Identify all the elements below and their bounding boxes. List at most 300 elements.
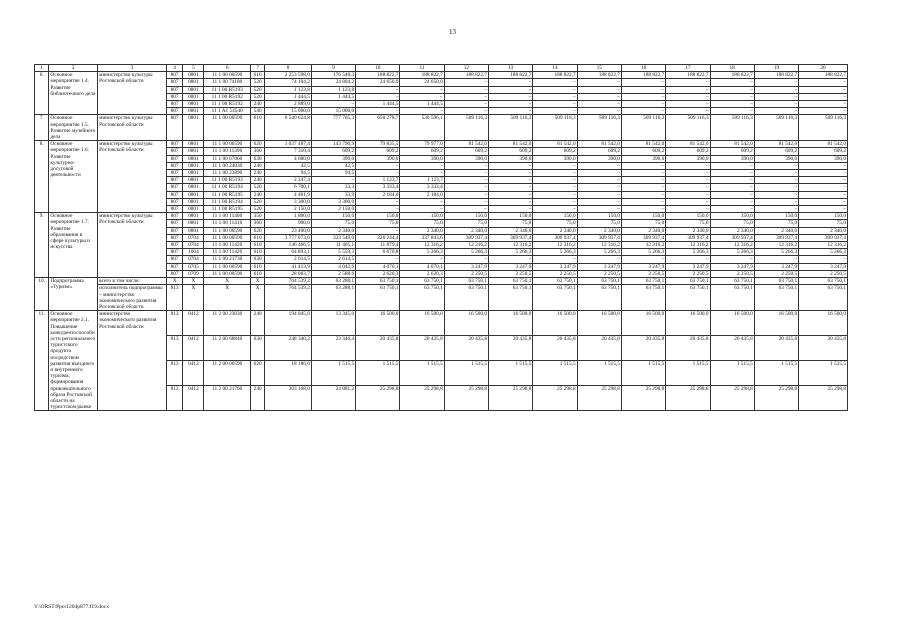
- table-row: [35, 285, 848, 311]
- rzpr-code: 0801: [183, 213, 204, 220]
- year-amount: –: [533, 184, 577, 191]
- year-amount: –: [799, 79, 848, 86]
- year-amount: –: [621, 206, 665, 213]
- year-amount: 150,0: [356, 213, 400, 220]
- grbs-code: 807: [166, 162, 183, 169]
- year-amount: 2 340,0: [577, 227, 621, 234]
- grbs-code: 807: [166, 93, 183, 100]
- vr-code: 350: [250, 213, 264, 220]
- year-amount: 509 116,3: [577, 115, 621, 141]
- year-amount: 79 835,5: [356, 141, 400, 148]
- year-amount: –: [710, 108, 754, 115]
- year-amount: –: [710, 184, 754, 191]
- year-amount: 4 042,6: [311, 263, 355, 270]
- year-amount: 509 116,3: [444, 115, 488, 141]
- year-amount: 25 298,8: [710, 386, 754, 411]
- year-amount: –: [710, 79, 754, 86]
- year-amount: 509 116,3: [533, 115, 577, 141]
- rzpr-code: 0801: [183, 227, 204, 234]
- year-amount: 390,0: [666, 155, 710, 162]
- rzpr-code: 0801: [183, 148, 204, 155]
- year-amount: –: [577, 170, 621, 177]
- year-amount: –: [666, 256, 710, 263]
- year-amount: 63 750,1: [489, 285, 533, 311]
- year-amount: –: [621, 162, 665, 169]
- year-amount: 5 266,3: [754, 249, 798, 256]
- year-amount: –: [577, 206, 621, 213]
- rzpr-code: 0412: [183, 361, 204, 386]
- executor: министерство культуры Ростовской области: [98, 141, 167, 213]
- total-amount: 194 845,0: [265, 311, 312, 336]
- year-amount: 2 250,5: [621, 270, 665, 277]
- year-amount: 390,0: [400, 155, 444, 162]
- year-amount: –: [799, 256, 848, 263]
- table-row: [35, 72, 848, 79]
- vr-code: 630: [250, 336, 264, 361]
- csr-code: 11 1 00 00590: [204, 270, 251, 277]
- year-amount: 337 843,6: [400, 234, 444, 241]
- row-number: 10.: [35, 278, 49, 311]
- year-amount: 12 316,2: [489, 242, 533, 249]
- grbs-code: 807: [166, 249, 183, 256]
- rzpr-code: 0412: [183, 336, 204, 361]
- csr-code: 11 1 00 00590: [204, 141, 251, 148]
- year-amount: 5 266,3: [444, 249, 488, 256]
- year-amount: 12 316,2: [710, 242, 754, 249]
- year-amount: –: [489, 101, 533, 108]
- rzpr-code: 0704: [183, 242, 204, 249]
- rzpr-code: 0801: [183, 184, 204, 191]
- year-amount: –: [710, 101, 754, 108]
- year-amount: 20 435,8: [444, 336, 488, 361]
- year-amount: 75,0: [754, 220, 798, 227]
- column-header-1: 1: [35, 65, 49, 72]
- year-amount: –: [444, 162, 488, 169]
- year-amount: 16 500,0: [356, 311, 400, 336]
- year-amount: 1 123,7: [400, 177, 444, 184]
- grbs-code: 813: [166, 336, 183, 361]
- executor: всего в том числе:: [98, 278, 167, 285]
- year-amount: 150,0: [754, 213, 798, 220]
- table-row: [35, 141, 848, 148]
- year-amount: 509 116,3: [710, 115, 754, 141]
- column-header-15: 15: [577, 65, 621, 72]
- year-amount: 2 150,0: [311, 206, 355, 213]
- rzpr-code: X: [183, 278, 204, 285]
- rzpr-code: 0801: [183, 93, 204, 100]
- grbs-code: 807: [166, 256, 183, 263]
- column-header-10: 10: [356, 65, 400, 72]
- total-amount: 7 310,4: [265, 148, 312, 155]
- vr-code: 240: [250, 170, 264, 177]
- year-amount: –: [754, 198, 798, 205]
- grbs-code: 807: [166, 155, 183, 162]
- year-amount: 63 750,1: [444, 285, 488, 311]
- year-amount: 81 542,0: [710, 141, 754, 148]
- file-path-footer: Y:\ORST\Ppo\1204p877.f19.docx: [34, 604, 109, 610]
- year-amount: –: [621, 184, 665, 191]
- year-amount: 25 298,8: [754, 386, 798, 411]
- total-amount: 6 700,1: [265, 184, 312, 191]
- total-amount: 1 800,0: [265, 213, 312, 220]
- rzpr-code: 0801: [183, 220, 204, 227]
- year-amount: –: [666, 206, 710, 213]
- year-amount: 1 515,5: [621, 361, 665, 386]
- column-header-6: 6: [204, 65, 251, 72]
- year-amount: –: [444, 170, 488, 177]
- year-amount: 5 266,3: [489, 249, 533, 256]
- measure-name: Подпрограмма «Туризм»: [49, 278, 98, 311]
- year-amount: –: [754, 184, 798, 191]
- year-amount: –: [533, 256, 577, 263]
- year-amount: 188 822,7: [754, 72, 798, 79]
- vr-code: 610: [250, 234, 264, 241]
- year-amount: –: [444, 79, 488, 86]
- rzpr-code: 0801: [183, 177, 204, 184]
- year-amount: –: [400, 206, 444, 213]
- year-amount: 3 333,4: [356, 184, 400, 191]
- year-amount: 1 515,5: [666, 361, 710, 386]
- vr-code: 610: [250, 242, 264, 249]
- year-amount: 24 881,2: [311, 386, 355, 411]
- year-amount: 25 298,8: [799, 386, 848, 411]
- year-amount: 75,0: [666, 220, 710, 227]
- year-amount: 16 500,0: [754, 311, 798, 336]
- year-amount: 16 500,0: [799, 311, 848, 336]
- total-amount: 1 123,8: [265, 86, 312, 93]
- year-amount: –: [356, 198, 400, 205]
- year-amount: 16 500,0: [533, 311, 577, 336]
- year-amount: 777 705,3: [311, 115, 355, 141]
- total-amount: 42,5: [265, 162, 312, 169]
- total-amount: 146 466,5: [265, 242, 312, 249]
- year-amount: –: [356, 108, 400, 115]
- year-amount: 75,0: [400, 220, 444, 227]
- executor: министерство культуры Ростовской области: [98, 115, 167, 141]
- year-amount: 2 250,5: [666, 270, 710, 277]
- year-amount: 150,0: [666, 213, 710, 220]
- year-amount: –: [400, 170, 444, 177]
- year-amount: 3 247,9: [577, 263, 621, 270]
- year-amount: 81 542,0: [489, 141, 533, 148]
- year-amount: –: [444, 256, 488, 263]
- year-amount: 75,0: [444, 220, 488, 227]
- year-amount: –: [666, 170, 710, 177]
- year-amount: 390,0: [577, 155, 621, 162]
- year-amount: –: [533, 162, 577, 169]
- year-amount: 2 340,0: [400, 227, 444, 234]
- year-amount: 16 500,0: [577, 311, 621, 336]
- year-amount: 3 247,9: [799, 263, 848, 270]
- year-amount: 12 316,2: [400, 242, 444, 249]
- total-amount: 94,5: [265, 170, 312, 177]
- year-amount: 390,0: [533, 155, 577, 162]
- year-amount: –: [799, 86, 848, 93]
- grbs-code: 807: [166, 141, 183, 148]
- year-amount: 150,0: [710, 213, 754, 220]
- year-amount: 2 250,5: [710, 270, 754, 277]
- year-amount: 16 500,0: [444, 311, 488, 336]
- year-amount: –: [444, 101, 488, 108]
- year-amount: –: [754, 256, 798, 263]
- year-amount: 188 822,7: [577, 72, 621, 79]
- year-amount: 509 116,3: [666, 115, 710, 141]
- year-amount: –: [577, 177, 621, 184]
- year-amount: –: [621, 177, 665, 184]
- year-amount: 1 515,5: [710, 361, 754, 386]
- year-amount: 25 298,8: [400, 386, 444, 411]
- year-amount: 150,0: [489, 213, 533, 220]
- year-amount: 650 278,7: [356, 115, 400, 141]
- year-amount: 25 298,8: [666, 386, 710, 411]
- year-amount: 609,2: [444, 148, 488, 155]
- year-amount: –: [444, 191, 488, 198]
- year-amount: 150,0: [799, 213, 848, 220]
- year-amount: –: [799, 177, 848, 184]
- csr-code: 11 1 00 21730: [204, 256, 251, 263]
- rzpr-code: 0801: [183, 198, 204, 205]
- column-header-8: 8: [265, 65, 312, 72]
- year-amount: 150,0: [444, 213, 488, 220]
- vr-code: X: [250, 285, 264, 311]
- year-amount: –: [666, 101, 710, 108]
- year-amount: 25 298,8: [489, 386, 533, 411]
- total-amount: 41 413,9: [265, 263, 312, 270]
- year-amount: –: [799, 101, 848, 108]
- year-amount: 20 435,8: [489, 336, 533, 361]
- vr-code: 520: [250, 206, 264, 213]
- year-amount: 188 822,7: [533, 72, 577, 79]
- year-amount: 81 542,0: [754, 141, 798, 148]
- rzpr-code: 0801: [183, 101, 204, 108]
- year-amount: 3 247,9: [666, 263, 710, 270]
- csr-code: 11 1 00 24030: [204, 162, 251, 169]
- csr-code: 11 1 00 R5193: [204, 177, 251, 184]
- year-amount: –: [799, 206, 848, 213]
- year-amount: 81 542,0: [666, 141, 710, 148]
- csr-code: 11 1 00 11390: [204, 148, 251, 155]
- year-amount: –: [489, 184, 533, 191]
- year-amount: 509 116,3: [489, 115, 533, 141]
- year-amount: 63 750,1: [533, 278, 577, 285]
- vr-code: 540: [250, 108, 264, 115]
- grbs-code: 807: [166, 213, 183, 220]
- year-amount: 63 750,1: [799, 285, 848, 311]
- year-amount: 2 340,0: [533, 227, 577, 234]
- year-amount: 63 288,1: [311, 285, 355, 311]
- budget-table-container: [34, 64, 848, 411]
- year-amount: 309 937,4: [489, 234, 533, 241]
- year-amount: –: [444, 93, 488, 100]
- year-amount: –: [444, 206, 488, 213]
- year-amount: 63 750,1: [754, 278, 798, 285]
- vr-code: 520: [250, 79, 264, 86]
- grbs-code: X: [166, 278, 183, 285]
- vr-code: 620: [250, 141, 264, 148]
- rzpr-code: 1004: [183, 249, 204, 256]
- year-amount: 25 298,8: [533, 386, 577, 411]
- vr-code: 520: [250, 184, 264, 191]
- year-amount: 63 750,1: [710, 285, 754, 311]
- executor: министерство экономического развития Ростовской области: [98, 311, 167, 411]
- year-amount: 309 937,4: [444, 234, 488, 241]
- year-amount: –: [444, 108, 488, 115]
- year-amount: 63 750,1: [356, 285, 400, 311]
- year-amount: 150,0: [577, 213, 621, 220]
- year-amount: 1 515,5: [356, 361, 400, 386]
- year-amount: –: [577, 101, 621, 108]
- row-number: 11.: [35, 311, 49, 411]
- year-amount: –: [533, 170, 577, 177]
- grbs-code: 813: [166, 386, 183, 411]
- table-row: [35, 311, 848, 336]
- year-amount: –: [489, 79, 533, 86]
- year-amount: 63 750,1: [400, 278, 444, 285]
- year-amount: –: [489, 86, 533, 93]
- table-row: [35, 278, 848, 285]
- year-amount: 75,0: [621, 220, 665, 227]
- year-amount: 2 620,3: [356, 270, 400, 277]
- year-amount: –: [489, 108, 533, 115]
- year-amount: 309 937,4: [754, 234, 798, 241]
- year-amount: 63 288,1: [311, 278, 355, 285]
- year-amount: 2 340,0: [799, 227, 848, 234]
- grbs-code: 807: [166, 227, 183, 234]
- csr-code: X: [204, 285, 251, 311]
- csr-code: 11 1 00 R5192: [204, 93, 251, 100]
- year-amount: 3 300,0: [311, 198, 355, 205]
- column-header-18: 18: [710, 65, 754, 72]
- year-amount: –: [577, 256, 621, 263]
- total-amount: 4 680,0: [265, 155, 312, 162]
- year-amount: 3 247,9: [710, 263, 754, 270]
- year-amount: 63 750,1: [533, 285, 577, 311]
- year-amount: 188 822,7: [799, 72, 848, 79]
- year-amount: –: [666, 184, 710, 191]
- csr-code: 11 1 00 23890: [204, 170, 251, 177]
- year-amount: 5 266,3: [799, 249, 848, 256]
- year-amount: –: [799, 184, 848, 191]
- year-amount: –: [621, 93, 665, 100]
- rzpr-code: 0412: [183, 386, 204, 411]
- year-amount: –: [754, 162, 798, 169]
- table-row: [35, 115, 848, 141]
- year-amount: –: [400, 256, 444, 263]
- vr-code: 240: [250, 191, 264, 198]
- row-number: 6.: [35, 72, 49, 115]
- year-amount: –: [710, 198, 754, 205]
- year-amount: 12 316,2: [666, 242, 710, 249]
- csr-code: 11 1 00 11420: [204, 249, 251, 256]
- csr-code: 11 1 00 00590: [204, 72, 251, 79]
- total-amount: 18 186,0: [265, 361, 312, 386]
- grbs-code: 807: [166, 148, 183, 155]
- budget-table: [34, 64, 848, 411]
- year-amount: –: [621, 198, 665, 205]
- year-amount: –: [444, 198, 488, 205]
- grbs-code: 807: [166, 242, 183, 249]
- year-amount: –: [754, 191, 798, 198]
- rzpr-code: 0801: [183, 162, 204, 169]
- year-amount: 5 266,3: [621, 249, 665, 256]
- year-amount: 3 247,9: [444, 263, 488, 270]
- year-amount: 20 435,8: [710, 336, 754, 361]
- year-amount: 63 750,1: [621, 285, 665, 311]
- vr-code: 630: [250, 256, 264, 263]
- rzpr-code: 0704: [183, 256, 204, 263]
- year-amount: –: [799, 191, 848, 198]
- year-amount: –: [577, 79, 621, 86]
- grbs-code: 813: [166, 311, 183, 336]
- year-amount: –: [533, 177, 577, 184]
- year-amount: 2 588,6: [311, 270, 355, 277]
- csr-code: 11 1 00 11410: [204, 220, 251, 227]
- year-amount: –: [621, 191, 665, 198]
- year-amount: 24 650,0: [400, 79, 444, 86]
- year-amount: 150,0: [533, 213, 577, 220]
- measure-name: Основное мероприятие 1.6. Развитие культурно-досуговой деятельности: [49, 141, 98, 213]
- year-amount: 75,0: [710, 220, 754, 227]
- year-amount: –: [666, 108, 710, 115]
- year-amount: 42,5: [311, 162, 355, 169]
- vr-code: 620: [250, 227, 264, 234]
- year-amount: 75,0: [533, 220, 577, 227]
- year-amount: 5 266,3: [533, 249, 577, 256]
- year-amount: –: [356, 93, 400, 100]
- year-amount: –: [489, 256, 533, 263]
- year-amount: –: [533, 86, 577, 93]
- year-amount: –: [489, 191, 533, 198]
- year-amount: –: [577, 162, 621, 169]
- grbs-code: 807: [166, 115, 183, 141]
- total-amount: 900,0: [265, 220, 312, 227]
- year-amount: 94,5: [311, 170, 355, 177]
- year-amount: –: [799, 108, 848, 115]
- year-amount: 188 822,7: [400, 72, 444, 79]
- total-amount: 6 540 624,8: [265, 115, 312, 141]
- csr-code: 11 1 00 R5195: [204, 191, 251, 198]
- csr-code: 11 1 00 R5194: [204, 184, 251, 191]
- year-amount: –: [489, 93, 533, 100]
- year-amount: –: [533, 93, 577, 100]
- year-amount: 2 340,0: [621, 227, 665, 234]
- column-header-9: 9: [311, 65, 355, 72]
- year-amount: 25 298,8: [356, 386, 400, 411]
- year-amount: 63 750,1: [666, 285, 710, 311]
- measure-name: Основное мероприятие 2.1. Повышение конкурентоспособности регионального туристского продукта посредством развития въездного и внутреннего туризма, формирования привлекательного образа Ростовской области на туристском рынке: [49, 311, 98, 411]
- vr-code: 240: [250, 177, 264, 184]
- year-amount: 81 542,0: [444, 141, 488, 148]
- year-amount: –: [799, 93, 848, 100]
- year-amount: 63 750,1: [489, 278, 533, 285]
- year-amount: 2 614,5: [311, 256, 355, 263]
- csr-code: 11 2 00 21760: [204, 386, 251, 411]
- year-amount: 1 515,5: [754, 361, 798, 386]
- grbs-code: 813: [166, 285, 183, 311]
- year-amount: 390,0: [444, 155, 488, 162]
- vr-code: 240: [250, 311, 264, 336]
- year-amount: 188 822,7: [621, 72, 665, 79]
- year-amount: 188 822,7: [710, 72, 754, 79]
- year-amount: 75,0: [489, 220, 533, 227]
- year-amount: 5 559,3: [311, 249, 355, 256]
- year-amount: –: [754, 79, 798, 86]
- year-amount: 609,2: [710, 148, 754, 155]
- csr-code: 11 1 00 R5195: [204, 206, 251, 213]
- total-amount: 764 539,2: [265, 278, 312, 285]
- year-amount: –: [621, 86, 665, 93]
- column-header-5: 5: [183, 65, 204, 72]
